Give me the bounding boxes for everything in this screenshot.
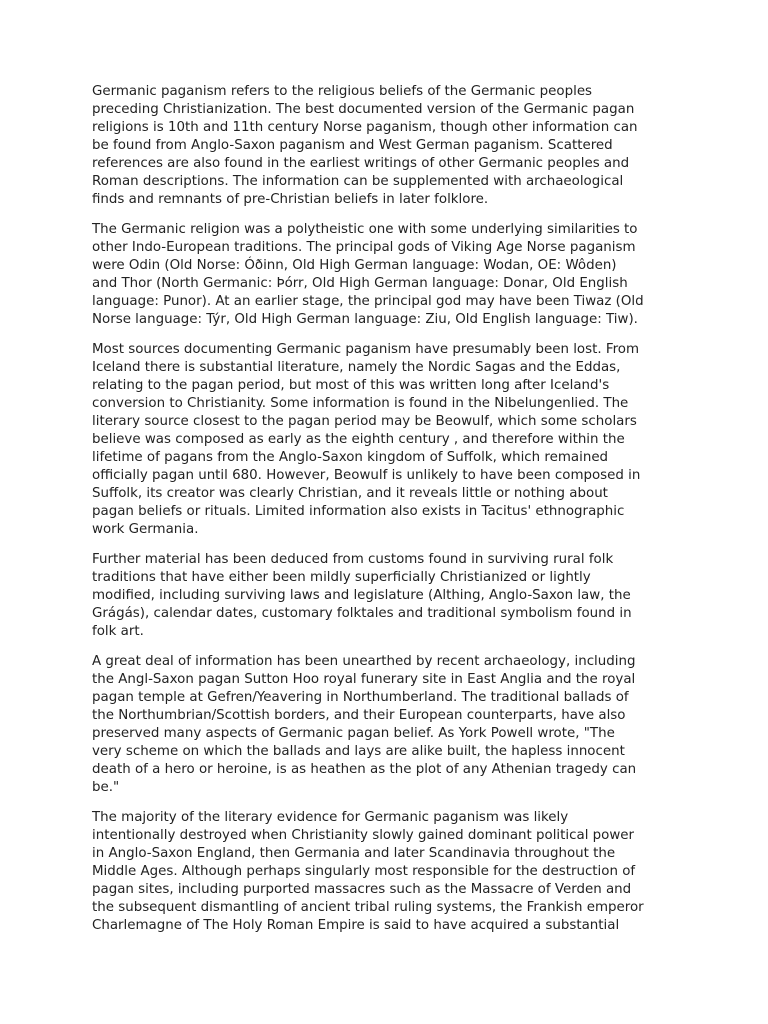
paragraph-folk-traditions: Further material has been deduced from customs found in surviving rural folk traditions that have either been mildly superficially Christianized or lightly modified, including surviving laws and legislature (Althing, Anglo-Saxon law, the Grágás), calendar dates, customary folktales and traditional symbolism found in folk art.	[92, 552, 632, 639]
paragraph-polytheistic-religion: The Germanic religion was a polytheistic one with some underlying similarities to other Indo-European traditions. The principal gods of Viking Age Norse paganism were Odin (Old Norse: Óðinn, Old High German language: Wodan, OE: Wôden) and Thor (North Germanic: Þórr, Old High German language: Donar, Old English language: Punor). At an earlier stage, the principal god may have been Tiwaz (Old Norse language: Týr, Old High German language: Ziu, Old English language: Tiw).	[92, 222, 644, 327]
paragraph-sources-lost: Most sources documenting Germanic paganism have presumably been lost. From Iceland there is substantial literature, namely the Nordic Sagas and the Eddas, relating to the pagan period, but most of this was written long after Iceland's conversion to Christianity. Some information is found in the Nibelungenlied. The literary source closest to the pagan period may be Beowulf, which some scholars believe was composed as early as the eighth century , and therefore within the lifetime of pagans from the Anglo-Saxon kingdom of Suffolk, which remained officially pagan until 680. However, Beowulf is unlikely to have been composed in Suffolk, its creator was clearly Christian, and it reveals little or nothing about pagan beliefs or rituals. Limited information also exists in Tacitus' ethnographic work Germania.	[92, 342, 641, 537]
paragraph-germanic-paganism-intro: Germanic paganism refers to the religious beliefs of the Germanic peoples preceding Christianization. The best documented version of the Germanic pagan religions is 10th and 11th century Norse paganism, though other information can be found from Anglo-Saxon paganism and West German paganism. Scattered references are also found in the earliest writings of other Germanic peoples and Roman descriptions. The information can be supplemented with archaeological finds and remnants of pre-Christian beliefs in later folklore.	[92, 84, 638, 207]
paragraph-archaeology: A great deal of information has been unearthed by recent archaeology, including the Angl-Saxon pagan Sutton Hoo royal funerary site in East Anglia and the royal pagan temple at Gefren/Yeavering in Northumberland. The traditional ballads of the Northumbrian/Scottish borders, and their European counterparts, have also preserved many aspects of Germanic pagan belief. As York Powell wrote, "The very scheme on which the ballads and lays are alike built, the hapless innocent death of a hero or heroine, is as heathen as the plot of any Athenian tragedy can be."	[92, 654, 637, 795]
document-page	[92, 83, 694, 947]
paragraph-literary-evidence-destroyed: The majority of the literary evidence for Germanic paganism was likely intentionally destroyed when Christianity slowly gained dominant political power in Anglo-Saxon England, then Germania and later Scandinavia throughout the Middle Ages. Although perhaps singularly most responsible for the destruction of pagan sites, including purported massacres such as the Massacre of Verden and the subsequent dismantling of ancient tribal ruling systems, the Frankish emperor Charlemagne of The Holy Roman Empire is said to have acquired a substantial	[92, 810, 644, 933]
